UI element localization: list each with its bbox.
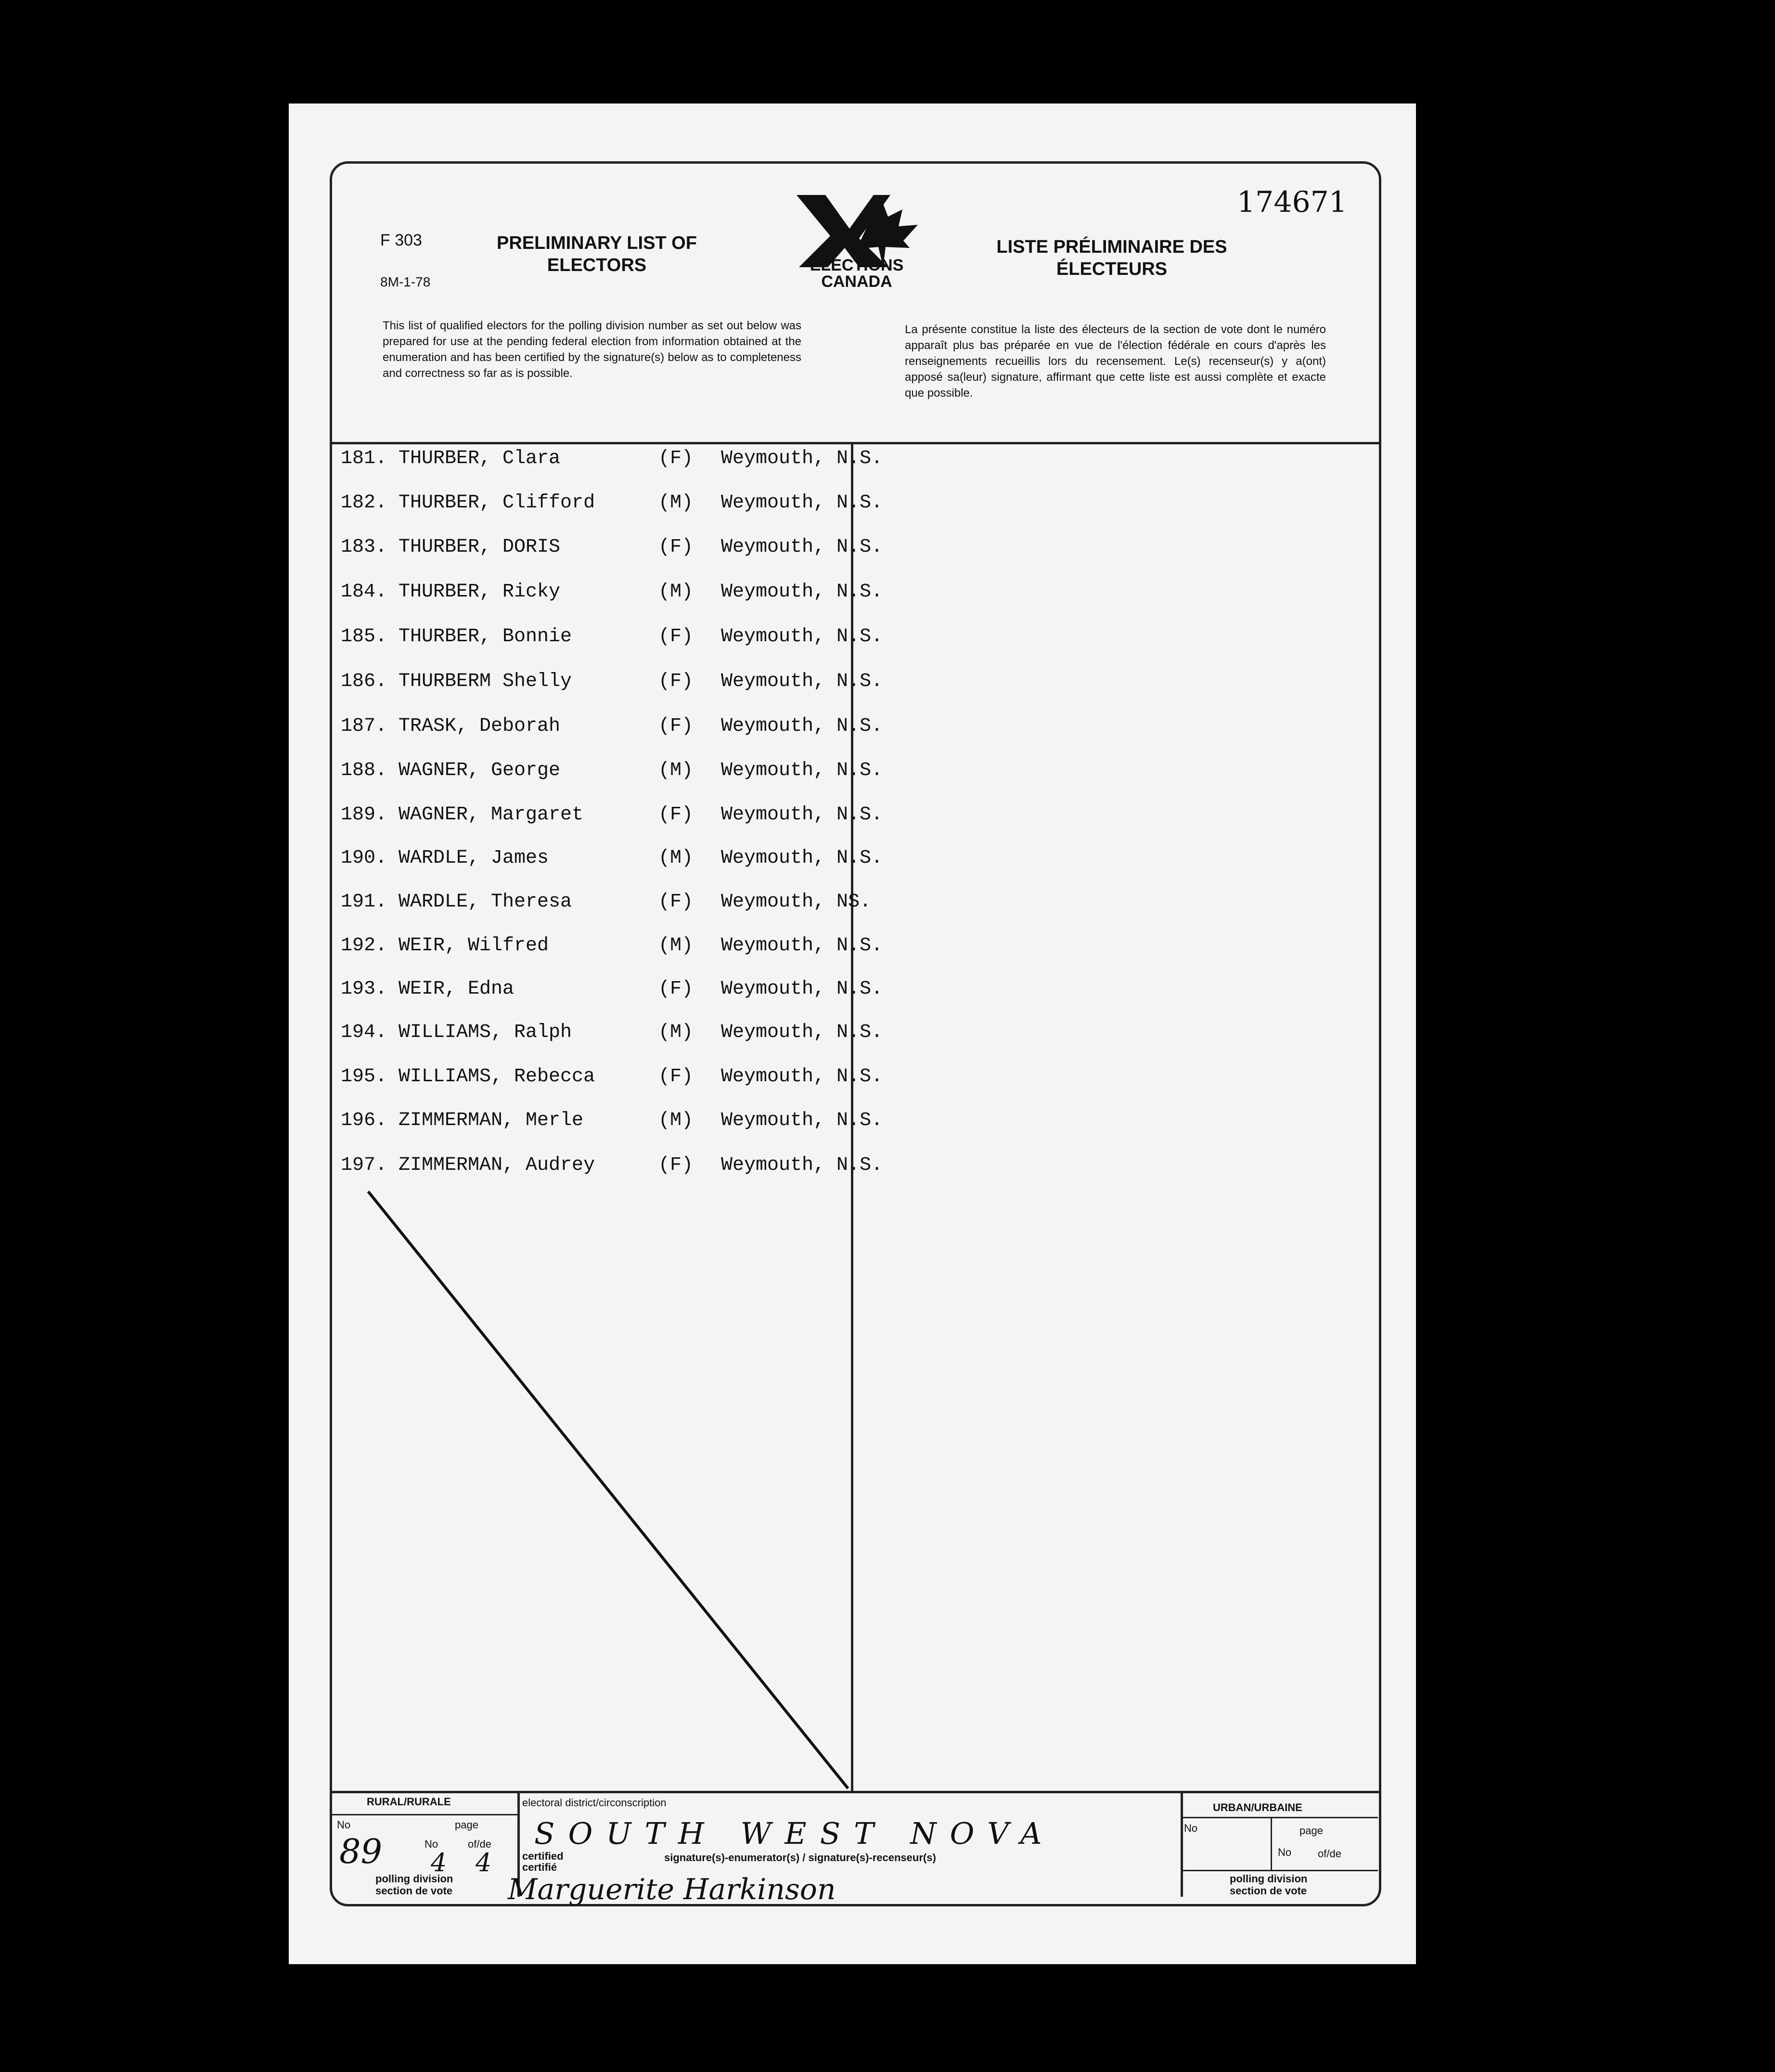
- urban-subline: [1181, 1817, 1378, 1818]
- footer-top-line: [330, 1791, 1379, 1793]
- elector-name: ZIMMERMAN, Merle: [399, 1110, 584, 1131]
- elector-sex: (M): [658, 492, 694, 514]
- certified-label-fr: certifié: [522, 1861, 557, 1873]
- elector-place: Weymouth, N.S.: [721, 1110, 883, 1131]
- urban-no-label: No: [1184, 1822, 1198, 1834]
- elector-place: Weymouth, N.S.: [721, 1066, 883, 1088]
- urban-label: URBAN/URBAINE: [1213, 1801, 1302, 1813]
- elector-name: THURBERM Shelly: [399, 671, 572, 692]
- elector-name: THURBER, DORIS: [399, 536, 561, 558]
- form-number: F 303: [380, 231, 422, 249]
- elector-sex: (F): [658, 804, 694, 826]
- elector-sex: (F): [658, 626, 694, 648]
- elector-sex: (M): [658, 581, 694, 603]
- elector-number: 196.: [341, 1110, 387, 1131]
- elector-place: Weymouth, N.S.: [721, 804, 883, 826]
- elector-number: 187.: [341, 715, 387, 737]
- elector-sex: (F): [658, 448, 694, 469]
- elector-sex: (F): [658, 1066, 694, 1088]
- title-french: LISTE PRÉLIMINAIRE DES ÉLECTEURS: [996, 237, 1227, 279]
- page-number: 4: [431, 1849, 447, 1878]
- elector-number: 192.: [341, 935, 387, 957]
- elector-sex: (F): [658, 715, 694, 737]
- urban-bottom-line: [1181, 1870, 1378, 1871]
- elector-place: Weymouth, N.S.: [721, 581, 883, 603]
- elector-sex: (F): [658, 978, 694, 1000]
- elector-number: 183.: [341, 536, 387, 558]
- elector-name: WARDLE, James: [399, 847, 549, 869]
- elector-place: Weymouth, N.S.: [721, 671, 883, 692]
- of-label: of/de: [468, 1838, 491, 1850]
- polling-division-label-fr: section de vote: [375, 1885, 453, 1897]
- elector-sex: (M): [658, 1110, 694, 1131]
- intro-french: La présente constitue la liste des électeurs de la section de vote dont le numéro apparaît plus bas préparée en vue de l'élection fédérale en cours d'après les renseignements recueillis lors du recensement. Le(s) recenseur(s) y a(ont) apposé sa(leur) signature, affirmant que cette liste est aussi complète et exacte que possible.: [905, 323, 1326, 400]
- elector-sex: (M): [658, 760, 694, 781]
- page-label: page: [455, 1819, 478, 1831]
- rural-subline: [330, 1814, 520, 1815]
- elector-number: 188.: [341, 760, 387, 781]
- elector-number: 195.: [341, 1066, 387, 1088]
- urban-no-label-page: No: [1278, 1846, 1292, 1858]
- elector-number: 194.: [341, 1022, 387, 1043]
- elector-number: 186.: [341, 671, 387, 692]
- elector-name: THURBER, Clifford: [399, 492, 595, 514]
- enumerator-signature: Marguerite Harkinson: [508, 1873, 836, 1906]
- urban-polling-label-en: polling division: [1230, 1873, 1308, 1885]
- serial-number: 174671: [1237, 185, 1348, 219]
- certified-label-en: certified: [522, 1850, 564, 1862]
- elector-place: Weymouth, N.S.: [721, 935, 883, 957]
- elector-place: Weymouth, N.S.: [721, 626, 883, 648]
- print-code: 8M-1-78: [380, 274, 431, 289]
- elector-number: 184.: [341, 581, 387, 603]
- district-value: SOUTH WEST NOVA: [534, 1816, 1055, 1851]
- elector-place: Weymouth, N.S.: [721, 978, 883, 1000]
- elector-place: Weymouth, N.S.: [721, 1154, 883, 1176]
- logo-text-elections: ELECTIONS: [810, 256, 904, 274]
- no-label: No: [337, 1819, 351, 1831]
- polling-division-label-en: polling division: [375, 1873, 453, 1885]
- elector-sex: (M): [658, 935, 694, 957]
- elector-sex: (F): [658, 671, 694, 692]
- elector-name: WARDLE, Theresa: [399, 891, 572, 913]
- elector-place: Weymouth, N.S.: [721, 536, 883, 558]
- elector-name: THURBER, Clara: [399, 448, 561, 469]
- elector-number: 197.: [341, 1154, 387, 1176]
- no-label-page: No: [424, 1838, 438, 1850]
- elector-name: WAGNER, Margaret: [399, 804, 584, 826]
- title-english: PRELIMINARY LIST OF ELECTORS: [497, 233, 697, 275]
- elector-name: WILLIAMS, Ralph: [399, 1022, 572, 1043]
- elector-place: Weymouth, N.S.: [721, 847, 883, 869]
- elector-name: ZIMMERMAN, Audrey: [399, 1154, 595, 1176]
- intro-english: This list of qualified electors for the polling division number as set out below was prepared for use at the pending federal election from information obtained at the enumeration and has been certified by the signature(s) below as to completeness and correctness so far as is possible.: [383, 319, 801, 380]
- elector-place: Weymouth, N.S.: [721, 448, 883, 469]
- urban-page-divider: [1271, 1818, 1272, 1871]
- elector-name: WEIR, Edna: [399, 978, 514, 1000]
- signature-label: signature(s)-enumerator(s) / signature(s)-recenseur(s): [664, 1852, 936, 1864]
- elector-number: 190.: [341, 847, 387, 869]
- elector-number: 185.: [341, 626, 387, 648]
- urban-of-label: of/de: [1318, 1848, 1341, 1860]
- elector-sex: (F): [658, 536, 694, 558]
- elector-sex: (M): [658, 1022, 694, 1043]
- elector-place: Weymouth, NS.: [721, 891, 872, 913]
- elector-sex: (M): [658, 847, 694, 869]
- elector-place: Weymouth, N.S.: [721, 760, 883, 781]
- elector-name: THURBER, Bonnie: [399, 626, 572, 648]
- polling-number: 89: [339, 1832, 383, 1871]
- elector-name: WAGNER, George: [399, 760, 561, 781]
- elector-place: Weymouth, N.S.: [721, 1022, 883, 1043]
- elector-number: 189.: [341, 804, 387, 826]
- elector-name: WEIR, Wilfred: [399, 935, 549, 957]
- rural-label: RURAL/RURALE: [367, 1796, 451, 1808]
- urban-page-label: page: [1299, 1825, 1323, 1837]
- elector-name: WILLIAMS, Rebecca: [399, 1066, 595, 1088]
- elector-number: 182.: [341, 492, 387, 514]
- elector-number: 191.: [341, 891, 387, 913]
- elector-sex: (F): [658, 1154, 694, 1176]
- elector-name: THURBER, Ricky: [399, 581, 561, 603]
- elector-place: Weymouth, N.S.: [721, 715, 883, 737]
- elector-place: Weymouth, N.S.: [721, 492, 883, 514]
- district-label: electoral district/circonscription: [522, 1797, 667, 1809]
- elector-name: TRASK, Deborah: [399, 715, 561, 737]
- logo-text-canada: CANADA: [821, 272, 892, 291]
- page-of: 4: [476, 1849, 492, 1878]
- urban-divider: [1181, 1791, 1183, 1897]
- elector-sex: (F): [658, 891, 694, 913]
- elector-number: 181.: [341, 448, 387, 469]
- elector-number: 193.: [341, 978, 387, 1000]
- urban-polling-label-fr: section de vote: [1230, 1885, 1307, 1897]
